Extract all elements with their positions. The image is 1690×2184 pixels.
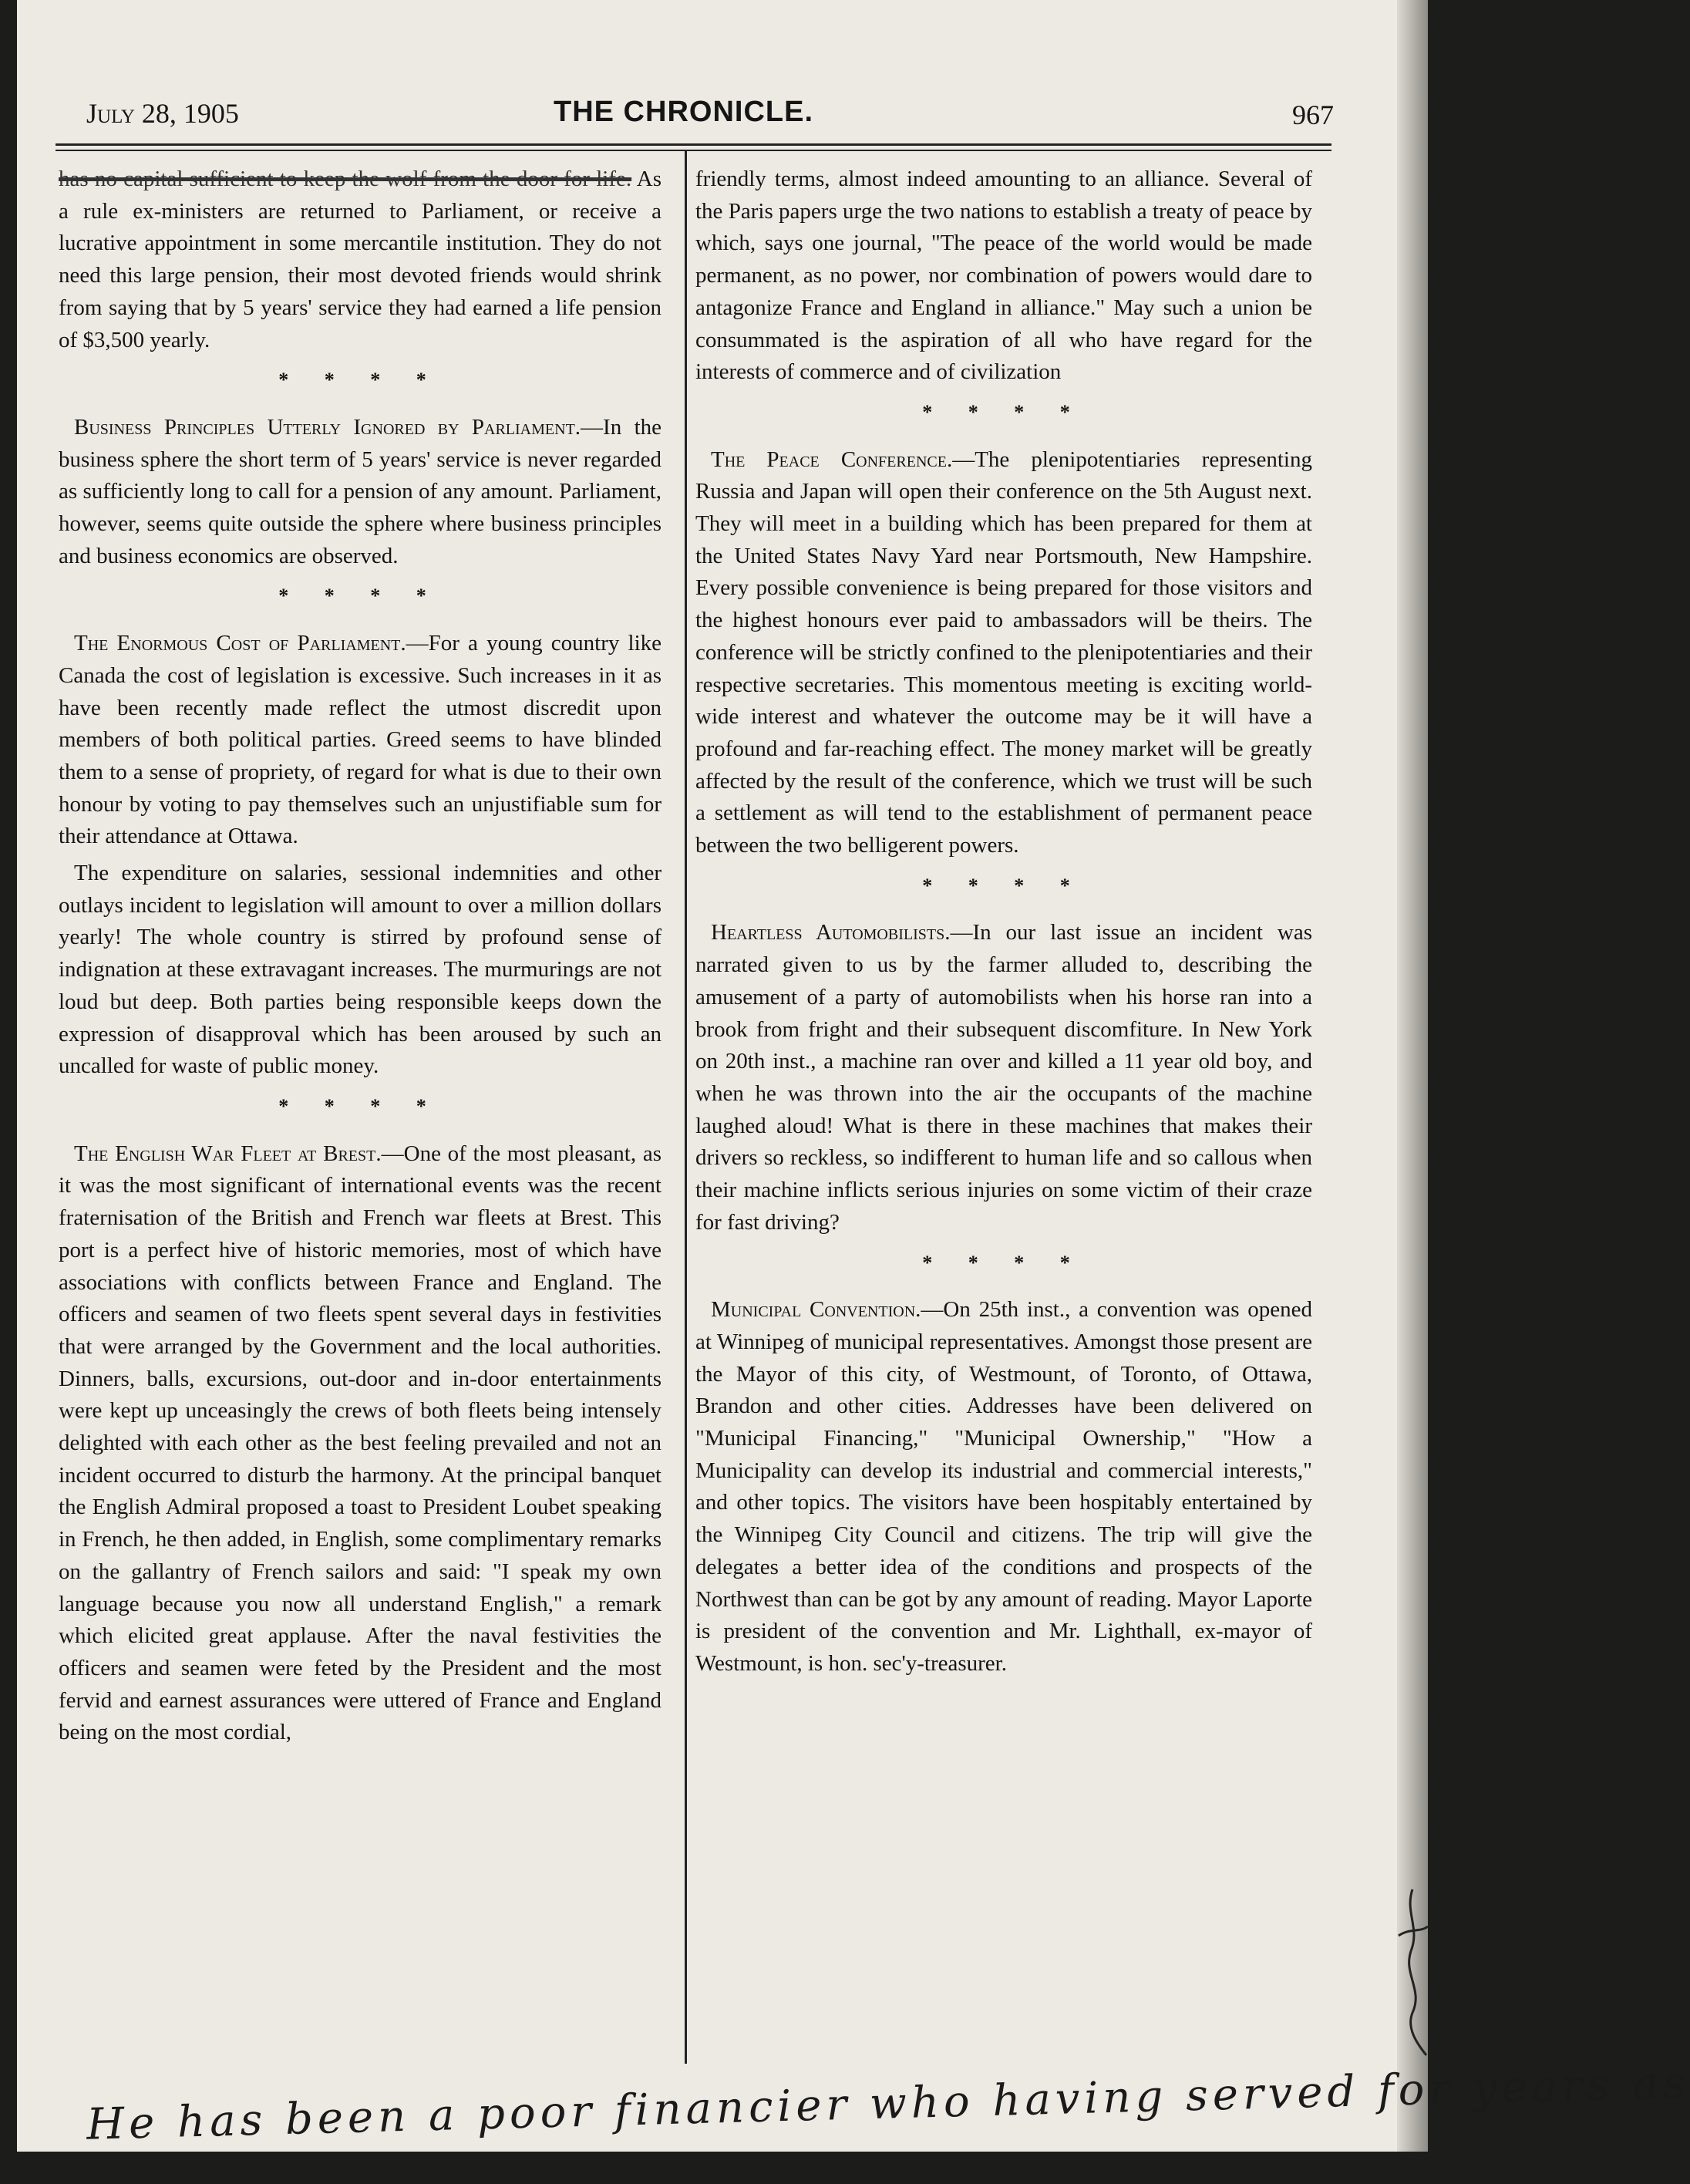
section-separator: * * * * — [922, 1251, 1086, 1274]
peace-conference-text: —The plenipotentiaries representing Russia and Japan will open their conference on the 5th August next. They will meet in a building which has been prepared for them at the United States Navy Yard near Portsmouth, New Hampshire. Every possible convenience is being prepared for those visitors and the highest honours ever paid to ambassadors will be theirs. The conference will be strictly confined to the plenipotentiaries and their respective secretaries. This momentous meeting is exciting world-wide interest and whatever the outcome may be it will have a profound and far-reaching effect. The money market will be greatly affected by the result of the conference, which we trust will be such a settlement as will tend to the establishment of permanent peace between the two belligerent powers. — [695, 447, 1312, 858]
header-rule-top — [56, 143, 1331, 146]
automobilists-paragraph — [695, 917, 1312, 1239]
municipal-convention-heading: Municipal Convention. — [711, 1297, 921, 1323]
handwritten-note: He has been a poor financier who having served for years as — [86, 2058, 1690, 2150]
pension-paragraph — [59, 163, 662, 356]
cost-of-parliament-text: —For a young country like Canada the cost of legislation is excessive. Such increases in it as have been recently made reflect the utmost discredit upon members of both political parties. Greed seems to have blinded them to a sense of propriety, of regard for what is due to their own honour by voting to pay themselves such an unjustifiable sum for their attendance at Ottawa. — [59, 631, 662, 849]
section-separator: * * * * — [278, 585, 442, 608]
section-separator: * * * * — [278, 1094, 442, 1117]
pension-text: As a rule ex-ministers are returned to Parliament, or receive a lucrative appointment in some mercantile institution. They do not need this large pension, their most devoted friends would shrink from saying that by 5 years' service they had earned a life pension of $3,500 yearly. — [59, 167, 662, 352]
business-principles-paragraph — [59, 412, 662, 573]
page-number: 967 — [1292, 99, 1334, 130]
expenditure-paragraph: The expenditure on salaries, sessional indemnities and other outlays incident to legislation will amount to over a million dollars yearly! The whole country is stirred by profound sense of indignation at these extravagant increases. The murmurings are not loud but deep. Both parties being responsible keeps down the expression of disapproval which has been aroused by such an uncalled for waste of public money. — [59, 861, 662, 1079]
cost-of-parliament-heading: The Enormous Cost of Parliament. — [74, 631, 406, 656]
peace-conference-paragraph — [695, 444, 1312, 862]
business-principles-text: —In the business sphere the short term of 5 years' service is never regarded as sufficiently long to call for a pension of any amount. Parliament, however, seems quite outside the sphere where business principles and business economics are observed. — [59, 414, 662, 568]
page-header — [69, 91, 1334, 137]
peace-conference-heading: The Peace Conference. — [711, 447, 953, 472]
column-divider — [685, 151, 687, 2064]
section-separator: * * * * — [278, 369, 442, 392]
municipal-convention-paragraph — [695, 1294, 1312, 1680]
publication-title: THE CHRONICLE. — [554, 96, 813, 128]
war-fleet-continuation: friendly terms, almost indeed amounting to an alliance. Several of the Paris papers urge the two nations to establish a treaty of peace by which, says one journal, "The peace of the world would be made permanent, as no power, nor combination of powers would dare to antagonize France and England in alliance." May such a union be consummated is the aspiration of all who have regard for the interests of commerce and of civilization — [695, 167, 1312, 385]
margin-handwritten-mark — [1389, 1882, 1436, 2059]
struck-out-text: has no capital sufficient to keep the wolf from the door for life. — [59, 167, 632, 191]
section-separator: * * * * — [922, 874, 1086, 897]
cost-of-parliament-paragraph — [59, 628, 662, 853]
war-fleet-paragraph — [59, 1138, 662, 1749]
automobilists-heading: Heartless Automobilists. — [711, 920, 951, 945]
newspaper-page — [17, 0, 1690, 2152]
page-spine-shadow — [1397, 0, 1428, 2152]
war-fleet-text: —One of the most pleasant, as it was the most significant of international events was the recent fraternisation of the British and French war fleets at Brest. This port is a perfect hive of historic memories, most of which have associations with conflicts between France and England. The officers and seamen of two fleets spent several days in festivities that were arranged by the Government and the local authorities. Dinners, balls, excursions, out-door and in-door entertainments were kept up unceasingly the crews of both fleets being intensely delighted with each other as the best feeling prevailed and not an incident occurred to disturb the harmony. At the principal banquet the English Admiral proposed a toast to President Loubet speaking in French, he then added, in English, some complimentary remarks on the gallantry of French sailors and said: "I speak my own language because you now all understand English," a remark which elicited great applause. After the naval festivities the officers and seamen were feted by the President and the most fervid and earnest assurances were uttered of France and England being on the most cordial, — [59, 1141, 662, 1745]
war-fleet-heading: The English War Fleet at Brest. — [74, 1141, 382, 1166]
header-rule-bottom — [56, 150, 1331, 151]
section-separator: * * * * — [922, 400, 1086, 423]
business-principles-heading: Business Principles Utterly Ignored by Parliament. — [74, 414, 581, 440]
right-column — [695, 163, 1312, 1680]
municipal-convention-text: —On 25th inst., a convention was opened at Winnipeg of municipal representatives. Amongst those present are the Mayor of this city, of Westmount, of Toronto, of Ottawa, Brandon and other cities. Addresses have been delivered on "Municipal Financing," "Municipal Ownership," "How a Municipality can develop its industrial and commercial interests," and other topics. The visitors have been hospitably entertained by the Winnipeg City Council and citizens. The trip will give the delegates a better idea of the conditions and prospects of the Northwest than can be got by any amount of reading. Mayor Laporte is president of the convention and Mr. Lighthall, ex-mayor of Westmount, is hon. sec'y-treasurer. — [695, 1297, 1312, 1676]
left-column — [59, 163, 662, 1749]
issue-date: July 28, 1905 — [86, 98, 239, 129]
automobilists-text: —In our last issue an incident was narrated given to us by the farmer alluded to, describing the amusement of a party of automobilists when his horse ran into a brook from fright and their subsequent discomfiture. In New York on 20th inst., a machine ran over and killed a 11 year old boy, and when he was thrown into the air the occupants of the machine laughed aloud! What is there in these machines that makes their drivers so reckless, so indifferent to human life and so callous when their machine inflicts serious injuries on some victim of their craze for fast driving? — [695, 920, 1312, 1235]
